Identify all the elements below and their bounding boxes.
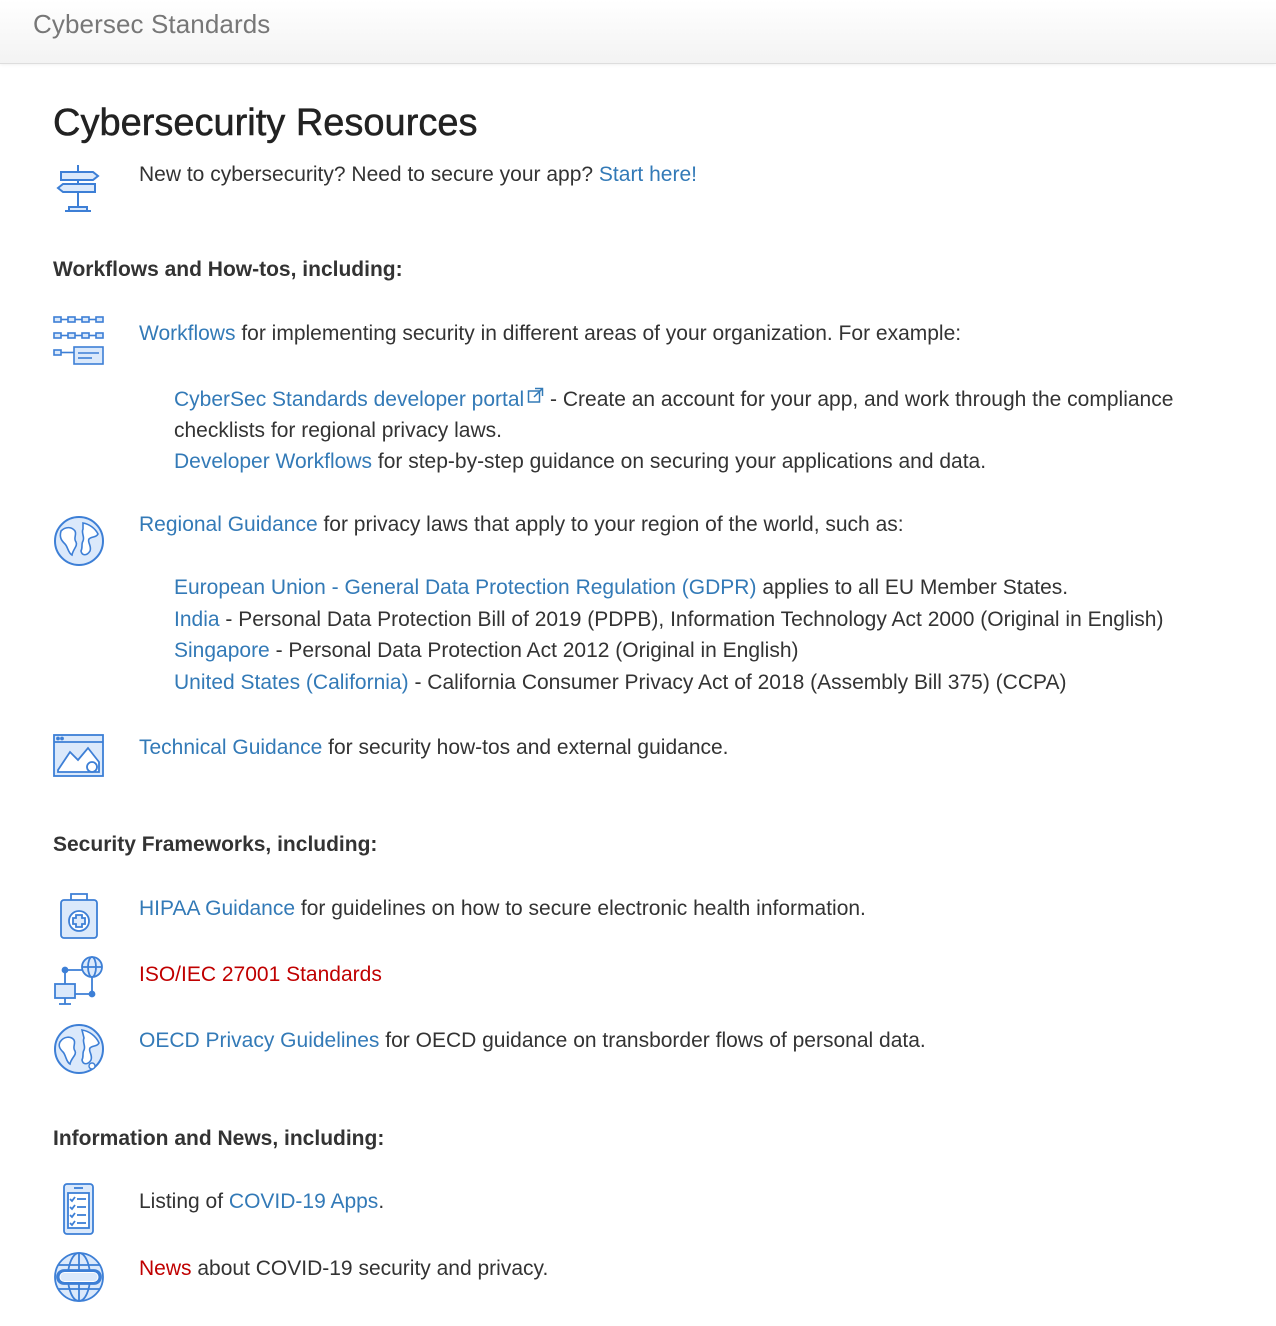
india-link[interactable]: India	[174, 608, 220, 631]
start-here-link[interactable]: Start here!	[598, 163, 697, 186]
section-title-workflows: Workflows and How-tos, including:	[53, 258, 403, 281]
top-navbar	[0, 0, 1276, 64]
medical-bag-icon	[52, 888, 106, 942]
browser-map-icon	[52, 730, 106, 784]
singapore-line: Singapore - Personal Data Protection Act 2012 (Original in English)	[174, 639, 799, 662]
apps-line: Listing of COVID-19 Apps.	[139, 1190, 385, 1213]
iso-27001-link[interactable]: ISO/IEC 27001 Standards	[139, 963, 382, 986]
regional-guidance-link[interactable]: Regional Guidance	[139, 513, 318, 536]
workflows-link[interactable]: Workflows	[139, 322, 236, 345]
hipaa-guidance-link[interactable]: HIPAA Guidance	[139, 897, 296, 920]
us-california-link[interactable]: United States (California)	[174, 671, 409, 694]
india-line: India - Personal Data Protection Bill of 2019 (PDPB), Information Technology Act 2000 (Original in English)	[174, 608, 1164, 631]
developer-workflows-link[interactable]: Developer Workflows	[174, 450, 373, 473]
news-line: News about COVID-19 security and privacy.	[139, 1257, 549, 1280]
iso-line	[139, 961, 382, 989]
mobile-checklist-icon	[52, 1182, 106, 1236]
news-link[interactable]: News	[139, 1257, 192, 1280]
technical-guidance-link[interactable]: Technical Guidance	[139, 736, 323, 759]
singapore-link[interactable]: Singapore	[174, 639, 270, 662]
dev-workflows-line: Developer Workflows for step-by-step guidance on securing your applications and data.	[174, 450, 987, 473]
workflow-diagram-icon	[52, 313, 106, 367]
eu-line: European Union - General Data Protection Regulation (GDPR) applies to all EU Member States.	[174, 576, 1069, 599]
oecd-privacy-link[interactable]: OECD Privacy Guidelines	[139, 1029, 380, 1052]
globe-icon	[52, 514, 106, 568]
technical-line: Technical Guidance for security how-tos and external guidance.	[139, 736, 729, 759]
eu-gdpr-link[interactable]: European Union - General Data Protection Regulation (GDPR)	[174, 576, 757, 599]
section-title-frameworks: Security Frameworks, including:	[53, 833, 378, 856]
portal-line: CyberSec Standards developer portal - Create an account for your app, and work through the compliance checklists for regional privacy laws.	[174, 388, 1174, 442]
brand-link[interactable]: Cybersec Standards	[33, 9, 271, 39]
oecd-line: OECD Privacy Guidelines for OECD guidance on transborder flows of personal data.	[139, 1029, 926, 1052]
developer-portal-link[interactable]: CyberSec Standards developer portal	[174, 388, 544, 411]
us-line: United States (California) - California Consumer Privacy Act of 2018 (Assembly Bill 375) (CCPA)	[174, 671, 1067, 694]
section-title-news: Information and News, including:	[53, 1127, 385, 1150]
news-globe-icon	[52, 1250, 106, 1304]
intro-line: New to cybersecurity? Need to secure your app? Start here!	[139, 163, 697, 186]
external-link-icon	[527, 387, 544, 404]
page-title: Cybersecurity Resources	[53, 102, 478, 144]
signpost-icon	[53, 161, 107, 215]
workflows-line: Workflows for implementing security in different areas of your organization. For example:	[139, 322, 962, 345]
globe-icon	[52, 1022, 106, 1076]
covid-apps-link[interactable]: COVID-19 Apps	[228, 1190, 379, 1213]
hipaa-line: HIPAA Guidance for guidelines on how to secure electronic health information.	[139, 897, 866, 920]
network-globe-icon	[52, 954, 106, 1008]
regional-line: Regional Guidance for privacy laws that apply to your region of the world, such as:	[139, 513, 904, 536]
